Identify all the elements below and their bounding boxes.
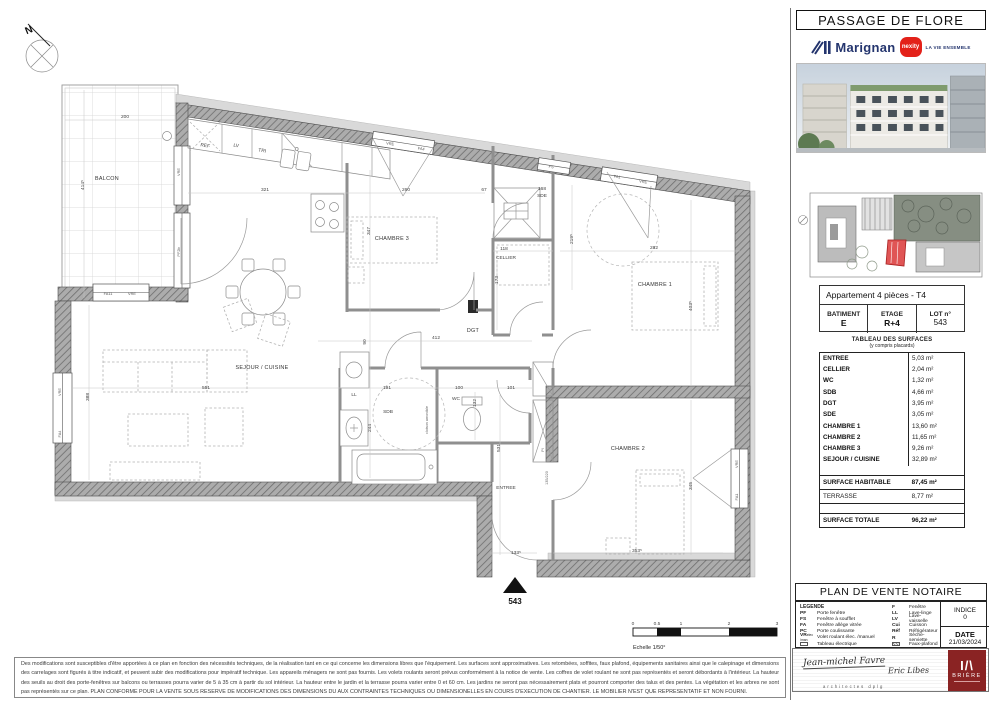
dining-table [226,259,300,325]
surface-table [819,337,965,528]
dim-321: 321 [260,188,270,193]
legend-abbr: PC [800,629,807,635]
surface-table-title: TABLEAU DES SURFACES [851,337,933,343]
habitable-value: 87,45 m² [911,478,937,486]
legend-label: Volet roulant élec. /manuel [817,635,875,641]
dim-100: 100 [454,386,464,391]
row-value: 2,04 m² [908,364,964,375]
date-label: DATE [955,629,975,639]
north-compass [24,24,58,72]
date-cell [941,627,989,648]
dim-345: 345 [689,481,694,491]
disclaimer-line: carrelages sont figurés à titre indicatif, et peuvent subir des modifications pour impératif technique. Les appareils ménagers ne sont pas fournis. Les volets roulants seront prévus conformément à la notice de vente. Les coffres de volet roulant ne sont pas représentés et seront débordants à l'intérieur. La hauteur des seuils au [21,670,779,686]
totale-label: SURFACE TOTALE [823,516,880,524]
scale-bar [632,621,779,651]
legend-abbr: FA [800,622,807,628]
window-label-fa4: FA4 [417,145,426,152]
dim-403: 403⁵ [689,301,694,311]
batiment-label: BATIMENT [827,310,861,318]
faux-plafond-icon [892,642,900,646]
table-row [820,353,964,364]
lot-label: LOT n° [929,311,951,318]
legend-abbr: LL [892,610,898,616]
signature-strip [792,648,989,692]
row-value: 3,95 m² [908,398,964,409]
dim-353: 353⁵ [632,549,642,554]
row-label: SDB [823,388,837,396]
row-value: 3,05 m² [908,409,964,420]
legend-title: LEGENDE [800,604,825,610]
habitable-label: SURFACE HABITABLE [823,478,891,486]
label-tri: TRI [257,148,267,155]
nexity-logo: nexity [900,37,922,57]
label-door-size: 135/220 [545,471,549,485]
lot-cell [917,305,964,333]
window-label-vre: VRE [57,388,62,396]
living-room-furniture [103,298,290,480]
legend-abbr: Cui [892,623,900,629]
brand-logos [796,32,986,62]
dim-90: 90 [363,339,368,345]
electrical-panel-icon [800,642,808,646]
row-value: 4,66 m² [908,387,964,398]
disclaimer-box [14,657,786,698]
indice-value: 0 [963,614,967,621]
dim-132: 132 [473,398,478,408]
briere-logo [948,650,986,691]
terrasse-value: 8,77 m² [911,492,933,500]
nexity-tagline: LA VIE ENSEMBLE [925,44,971,50]
disclaimer-line: plan. PLAN CONFORME POUR LA VENTE SOUS RESERVE DE MODIFICATIONS DES DIMENSIONS DU AUX CONTRAINTES TECHNIQUES OU DIMENSIONELLES EN COURS D'EXECUTION DE CHANTIER. LE MOBILIER N'EST QUE REPRESENTATIF ET NON FOURNI. [77,688,748,695]
table-row [820,375,964,386]
window-label-vre: VRE [734,460,739,468]
window-label-vre: VRE [176,168,181,176]
dim-414: 414⁵ [81,180,86,190]
dim-388: 388 [86,392,91,402]
surface-summary [819,476,965,528]
table-row [820,398,964,409]
window-label-fa11: FA11 [103,291,113,296]
etage-label: ETAGE [881,310,903,318]
bedroom3-furniture [347,217,437,283]
label-ll: LL [351,393,357,398]
room-sde: SDE [537,194,547,199]
row-label: CHAMBRE 1 [823,422,861,430]
room-wc: WC [452,397,460,402]
row-label: CHAMBRE 3 [823,445,861,453]
room-sdb: SDB [383,410,393,415]
table-row [820,432,964,443]
dim-244: 244 [368,423,373,433]
totale-value: 96,22 m² [911,516,937,524]
legend-label: Lave-linge [909,610,932,616]
legend-abbr: Réf [892,629,900,635]
project-title-box [796,10,986,30]
signature-architect-1: Jean-michel Favre [802,655,886,669]
legend-label: Fenêtre à soufflet [817,616,855,622]
legend-abbr: FS [800,616,807,622]
row-value: 32,89 m² [908,454,964,465]
legend-label: Faux-plafond [909,641,938,647]
table-row [820,387,964,398]
marignan-logo-icon [811,39,831,55]
legend-box [795,601,987,648]
label-ref: REF [199,143,211,150]
legend-abbr: VR [800,632,807,638]
dim-173: 173 [495,275,500,285]
legend-label: Fenêtre [909,604,926,610]
table-row [820,513,964,527]
room-chambre3: CHAMBRE 3 [374,236,410,242]
legend-label: Porte fenêtre [817,610,846,616]
date-value: 21/03/2024 [948,638,982,646]
batiment-value: E [840,317,847,328]
bedroom2-furniture [606,470,684,554]
terrasse-label: TERRASSE [823,492,857,500]
briere-name: BRIÈRE [952,673,982,680]
dim-191: 191 [382,386,392,391]
briere-monogram: I/\ [960,658,974,674]
window-label-fa4: FA4 [57,430,62,438]
table-row [820,409,964,420]
window-label-fa1: FA1 [613,173,622,180]
row-label: SDE [823,411,836,419]
window-label-pf2b: PF2b [176,247,181,257]
legend-label: Sèche-serviette [909,633,928,644]
dim-200: 200 [120,115,130,120]
scale-label: Echelle 1/50° [633,645,666,651]
lot-value: 543 [933,318,947,327]
table-row [820,476,964,490]
dim-133: 133⁵ [511,551,521,556]
row-label: ENTREE [823,354,849,362]
building-photo [796,63,986,153]
legend-abbr: LV [892,616,898,622]
window-label-vre: VRE [128,291,136,296]
dim-412: 412 [431,336,441,341]
label-placard: Pl [541,448,545,452]
entrance-marker [503,577,527,606]
room-cellier: CELLIER [496,256,516,261]
notaire-title: PLAN DE VENTE NOTAIRE [819,586,963,598]
scale-tick: 2 [727,622,731,627]
bathroom-fixtures [340,352,445,484]
legend-label: Porte coulissante [817,629,855,635]
scale-tick: 0.5 [653,622,661,627]
dim-260: 260 [401,188,411,193]
room-sejour: SEJOUR / CUISINE [235,365,289,371]
scale-tick: 0 [631,622,635,627]
shower-room-fixtures [494,188,549,285]
wc-fixtures [462,397,482,431]
legend-abbr: F [892,604,895,610]
legend-column-2 [892,604,938,647]
surface-table-header [819,337,965,350]
row-label: CELLIER [823,366,850,374]
north-label: N [23,24,35,38]
dim-347: 347 [367,226,372,236]
window-label-fs: FS [548,163,555,170]
legend-label: Cuisson [909,623,927,629]
notaire-title-box [795,583,987,601]
dim-118: 118 [500,247,508,252]
room-entree: ENTREE [496,486,516,491]
label-cloison: cloison amovible [425,405,429,435]
dim-67: 67 [481,188,487,193]
legend-label: Fenêtre allège vitrée [817,622,862,628]
legend-label: Réfrigérateur [909,629,938,635]
row-label: SEJOUR / CUISINE [823,456,880,464]
row-label: CHAMBRE 2 [823,433,861,441]
row-label: WC [823,377,834,385]
scale-tick: 3 [775,622,779,627]
surface-rows [819,352,965,476]
disclaimer-line: droit des porte-fenêtres sur balcons ou terrasses pourra varier de 5 à 35 cm à partir du sol intérieur. La hauteur entre le jardin et la terrasse pourra varier entre 0 et 60 cm. Les jardins ne seront pas nécessairement plats et pourront comporter des talus et des pentes. La végétation et les arbres ne sont pas représentés sur ce [21,679,780,695]
dim-551: 551 [201,386,211,391]
room-chambre2: CHAMBRE 2 [610,446,646,452]
legend-abbr: R [892,635,896,641]
apartment-info-table [819,285,965,332]
window-label-vre: VRE [385,140,395,147]
window-label-vre: VRE [638,178,648,185]
project-title: PASSAGE DE FLORE [818,12,964,28]
indice-cell [941,602,989,627]
legend-label: Lave-vaisselle [909,614,928,625]
row-value: 9,26 m² [908,443,964,454]
legend-abbr-sub: elec /man [800,632,814,642]
apartment-title: Appartement 4 pièces - T4 [820,286,964,305]
row-value: 13,60 m² [908,420,964,431]
window-label-fa1: FA1 [734,493,739,501]
legend-column-1 [800,610,892,647]
table-row [820,454,964,465]
dim-531: 531 [497,443,502,453]
architects-subtitle: architectes dplg [823,684,885,689]
legend-label: Tableau électrique [817,641,857,647]
dim-282: 282 [649,246,659,251]
row-value: 5,03 m² [908,353,964,364]
room-dgt: DGT [466,328,480,334]
disclaimer-line: Des modifications sont susceptibles d'être apportées à ce plan en fonction des nécessités techniques, de la réalisation tant en ce qui concerne les dimensions libres que l'équipement. Les surfaces sont approximatives. Les retombées, soffites, faux plafond, équipements sanitaires ainsi que le calepinage et dimensions des [21,661,779,677]
legend-item [892,614,938,625]
dim-219: 219⁵ [570,234,575,244]
batiment-cell [820,305,868,333]
dim-101: 101 [506,386,516,391]
label-lv: LV [232,143,240,150]
row-value: 11,65 m² [908,432,964,443]
signature-architect-2: Eric Libes [887,665,930,676]
table-row [820,420,964,431]
row-label: DGT [823,399,837,407]
dim-168: 168 [537,187,547,192]
indice-label: INDICE [953,607,977,614]
table-row [820,490,964,504]
scale-tick: 1 [679,622,683,627]
legend-item [892,641,938,647]
bedroom1-furniture [587,194,718,330]
site-plan-map [796,190,986,282]
table-row [820,364,964,375]
lot-marker-label: 543 [508,597,522,606]
etage-cell [868,305,916,333]
table-row [820,443,964,454]
row-value: 1,32 m² [908,375,964,386]
room-chambre1: CHAMBRE 1 [637,282,673,288]
title-block-panel [790,8,990,700]
brand-marignan: Marignan [835,39,896,55]
indice-date-cell [940,602,989,647]
room-balcon: BALCON [95,176,119,182]
surface-table-subtitle: (y compris placards) [869,342,915,349]
etage-value: R+4 [884,317,900,328]
legend-abbr: PF [800,610,807,616]
